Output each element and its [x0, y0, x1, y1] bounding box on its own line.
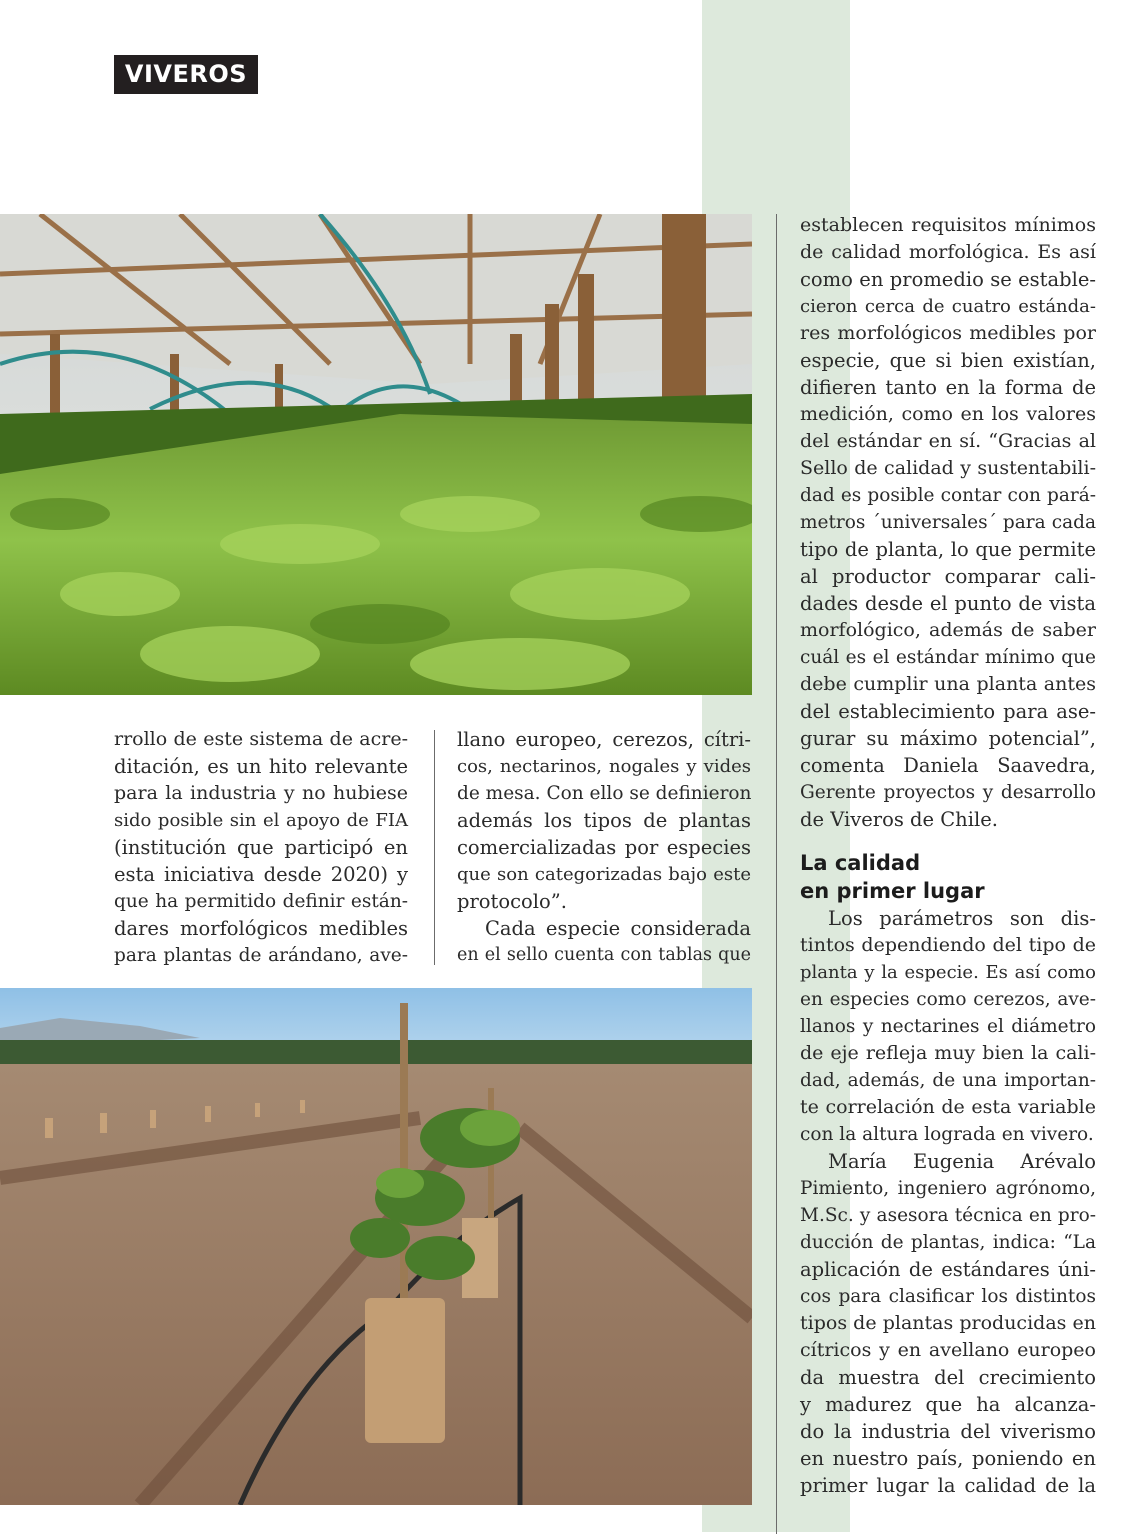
text-line: dades desde el punto de vista [800, 592, 1096, 615]
paragraph [457, 726, 751, 969]
paragraph [114, 726, 408, 969]
paragraph [800, 1148, 1096, 1499]
text-line: Gerente proyectos y desarrollo [800, 782, 1096, 803]
orchard-photo [0, 988, 752, 1505]
text-line: dad es posible contar con pará- [800, 485, 1096, 506]
subheading-line: en primer lugar [800, 879, 985, 903]
body-column-3 [800, 212, 1096, 1499]
text-line: cos para clasificar los distintos [800, 1286, 1096, 1307]
text-line: del establecimiento para ase- [800, 700, 1096, 723]
column-rule [434, 730, 435, 965]
text-line: primer lugar la calidad de la [800, 1474, 1096, 1497]
text-line: especie, que si bien existían, [800, 349, 1096, 372]
text-line: llano europeo, cerezos, cítri- [457, 728, 751, 751]
text-line: con la altura lograda en vivero. [800, 1124, 1094, 1145]
text-line: comenta Daniela Saavedra, [800, 754, 1096, 777]
paragraph [800, 905, 1096, 1148]
text-line: tipo de planta, lo que permite [800, 538, 1096, 561]
subheading [800, 849, 1096, 905]
text-line: para plantas de arándano, ave- [114, 945, 408, 966]
text-line: tipos de plantas producidas en [800, 1312, 1096, 1334]
text-line: Los parámetros son dis- [828, 907, 1096, 930]
text-line: gurar su máximo potencial”, [800, 727, 1096, 750]
subheading-line: La calidad [800, 851, 921, 875]
text-line: protocolo”. [457, 890, 567, 913]
text-line: ducción de plantas, indica: “La [800, 1232, 1096, 1253]
text-line: de calidad morfológica. Es así [800, 241, 1096, 263]
text-line: comercializadas por especies [457, 836, 751, 859]
text-line: del estándar en sí. “Gracias al [800, 430, 1096, 452]
text-line: planta y la especie. Es así como [800, 962, 1096, 983]
text-line: al productor comparar cali- [800, 565, 1096, 588]
text-line: cieron cerca de cuatro estánda- [800, 296, 1096, 317]
text-line: para la industria y no hubiese [114, 782, 408, 804]
text-line: esta iniciativa desde 2020) y [114, 863, 408, 886]
text-line: llanos y nectarines el diámetro [800, 1016, 1096, 1037]
text-line: morfológico, además de saber [800, 619, 1096, 641]
paragraph [800, 212, 1096, 833]
text-line: de eje refleja muy bien la cali- [800, 1042, 1096, 1064]
text-line: medición, como en los valores [800, 403, 1096, 425]
text-line: tintos dependiendo del tipo de [800, 934, 1096, 956]
body-column-2 [457, 726, 751, 969]
text-line: que ha permitido definir están- [114, 891, 408, 912]
text-line: difieren tanto en la forma de [800, 376, 1096, 399]
text-line: rrollo de este sistema de acre- [114, 728, 408, 750]
text-line: da muestra del crecimiento [800, 1366, 1096, 1389]
text-line: de Viveros de Chile. [800, 808, 998, 831]
text-line: te correlación de esta variable [800, 1096, 1096, 1118]
greenhouse-photo [0, 214, 752, 695]
section-tag: VIVEROS [114, 55, 258, 94]
text-line: debe cumplir una planta antes [800, 673, 1096, 695]
text-line: como en promedio se estable- [800, 268, 1096, 291]
text-line: que son categorizadas bajo este [457, 864, 751, 885]
body-column-1 [114, 726, 408, 969]
text-line: M.Sc. y asesora técnica en pro- [800, 1205, 1096, 1226]
text-line: María Eugenia Arévalo [828, 1150, 1096, 1173]
text-line: Sello de calidad y sustentabili- [800, 457, 1096, 479]
text-line: do la industria del viverismo [800, 1420, 1096, 1443]
text-line: en especies como cerezos, ave- [800, 989, 1096, 1010]
text-line: cuál es el estándar mínimo que [800, 647, 1096, 668]
text-line: dares morfológicos medibles [114, 917, 408, 940]
text-line: en nuestro país, poniendo en [800, 1447, 1096, 1470]
text-line: aplicación de estándares úni- [800, 1258, 1096, 1281]
column-rule [776, 214, 777, 1534]
text-line: dad, además, de una importan- [800, 1070, 1096, 1091]
text-line: de mesa. Con ello se definieron [457, 783, 752, 804]
text-line: además los tipos de plantas [457, 809, 751, 832]
text-line: y madurez que ha alcanza- [800, 1393, 1096, 1416]
text-line: en el sello cuenta con tablas que [457, 945, 751, 965]
text-line: Cada especie considerada [485, 917, 751, 940]
text-line: cítricos y en avellano europeo [800, 1339, 1096, 1361]
text-line: Pimiento, ingeniero agrónomo, [800, 1178, 1096, 1199]
text-line: (institución que participó en [114, 836, 408, 859]
text-line: ditación, es un hito relevante [114, 755, 408, 778]
text-line: sido posible sin el apoyo de FIA [114, 810, 408, 831]
text-line: cos, nectarinos, nogales y vides [457, 756, 751, 777]
text-line: establecen requisitos mínimos [800, 214, 1096, 236]
text-line: res morfológicos medibles por [800, 322, 1096, 344]
text-line: metros ´universales´ para cada [800, 512, 1096, 533]
